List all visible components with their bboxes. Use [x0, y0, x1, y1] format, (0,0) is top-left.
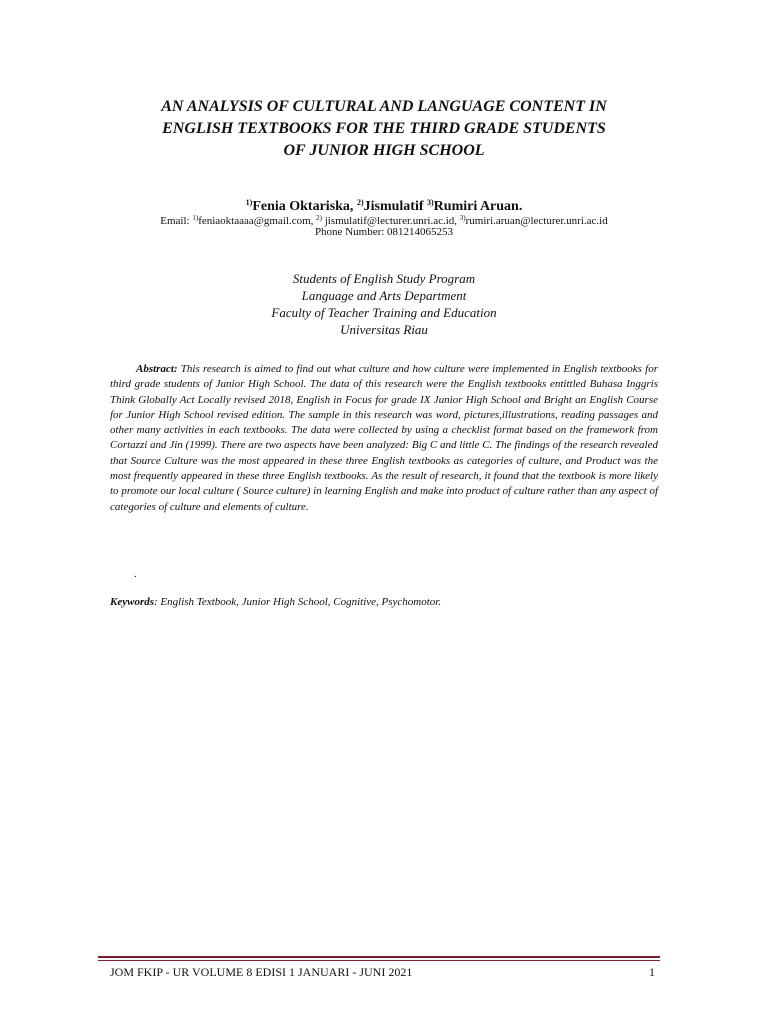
- page-number: 1: [649, 965, 655, 979]
- footer-rule: [98, 956, 660, 958]
- phone-number: Phone Number: 081214065253: [314, 226, 454, 238]
- keywords: [110, 595, 670, 610]
- author-mark: 3): [427, 198, 434, 207]
- title-line: AN ANALYSIS OF CULTURAL AND LANGUAGE CONTENT IN: [161, 98, 607, 115]
- affiliation-line: Universitas Riau: [340, 322, 428, 337]
- email-mark: 3): [459, 214, 466, 222]
- journal-info: JOM FKIP - UR VOLUME 8 EDISI 1 JANUARI - JUNI 2021: [110, 965, 413, 979]
- title-line: OF JUNIOR HIGH SCHOOL: [283, 142, 485, 159]
- affiliation: [0, 270, 768, 338]
- stray-dot: .: [134, 568, 137, 580]
- footer-rule-thin: [98, 960, 660, 961]
- abstract-text: This research is aimed to find out what culture and how culture were implemented in English textbooks for third grade students of Junior High School. The data of this research were the English textbooks entittled Buhasa Inggris Think Globally Act Locally revised 2018, English in Focus for grade IX Junior High School and Bright an English Course for Junior High School revised edition. The sample in this research was word, pictures,illustrations, reading passages and other many activities in each textbooks. The data were collected by using a checklist format based on the framework from Cortazzi and Jin (1999). There are two aspects have been analyzed: Big C and little C. The findings of the research revealed that Source Culture was the most appeared in these three English textbooks as categories of culture, and Product was the most frequently appeared in these three English textbooks. As the result of research, it found that the textbook is more likely to promote our local culture ( Source culture) in learning English and make into product of culture rather than any aspect of categories of culture and elements of culture.: [110, 363, 658, 513]
- keywords-text: : English Textbook, Junior High School, Cognitive, Psychomotor.: [154, 596, 442, 608]
- author-name: Jismulatif: [363, 199, 427, 214]
- affiliation-line: Students of English Study Program: [292, 271, 476, 286]
- author-name: Rumiri Aruan.: [433, 199, 523, 214]
- affiliation-line: Faculty of Teacher Training and Education: [271, 305, 497, 320]
- author-name: Fenia Oktariska,: [252, 199, 357, 214]
- email-label: Email:: [160, 215, 193, 227]
- email-address: jismulatif@lecturer.unri.ac.id,: [321, 215, 460, 227]
- email-mark: 1): [192, 214, 199, 222]
- paper-title: [100, 96, 668, 162]
- email-mark: 2): [316, 214, 322, 222]
- author-mark: 1): [245, 198, 253, 207]
- author-mark: 2): [356, 198, 364, 207]
- title-line: ENGLISH TEXTBOOKS FOR THE THIRD GRADE STUDENTS: [162, 120, 606, 137]
- email-address: feniaoktaaaa@gmail.com,: [198, 215, 317, 227]
- keywords-label: Keywords: [110, 596, 154, 608]
- email-address: rumiri.aruan@lecturer.unri.ac.id: [465, 215, 608, 227]
- abstract: [110, 362, 658, 515]
- abstract-label: Abstract:: [136, 363, 178, 375]
- affiliation-line: Language and Arts Department: [301, 288, 467, 303]
